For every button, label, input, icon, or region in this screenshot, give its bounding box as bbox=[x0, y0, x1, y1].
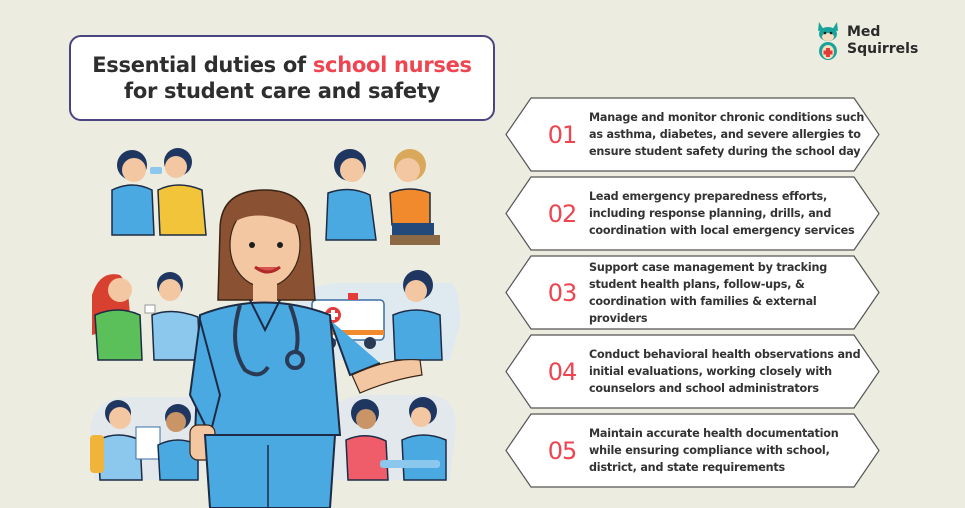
duty-card-1 bbox=[505, 97, 880, 172]
duty-number: 05 bbox=[547, 436, 577, 465]
logo-text-squirrels: Squirrels bbox=[847, 41, 919, 57]
duty-number: 02 bbox=[547, 199, 577, 228]
logo bbox=[815, 20, 918, 62]
duty-text: Lead emergency preparedness efforts, including response planning, drills, and coordination with local emergency services bbox=[589, 190, 855, 237]
nurse-illustration bbox=[90, 135, 460, 508]
duty-text: Support case management by tracking student health plans, follow-ups, & coordination with families & external providers bbox=[589, 260, 828, 325]
duty-number: 03 bbox=[547, 278, 577, 307]
duty-card-5 bbox=[505, 413, 880, 488]
vignette-inhaler-icon bbox=[112, 148, 206, 235]
duty-card-4 bbox=[505, 334, 880, 409]
title-accent: school nurses bbox=[312, 53, 472, 77]
title-line-2: for student care and safety bbox=[124, 79, 440, 103]
duty-number: 04 bbox=[547, 357, 577, 386]
duty-card-3 bbox=[505, 255, 880, 330]
duty-number: 01 bbox=[547, 120, 577, 149]
squirrel-mascot-icon bbox=[815, 20, 841, 62]
duty-card-2 bbox=[505, 176, 880, 251]
title-card bbox=[69, 35, 495, 121]
duty-text: Manage and monitor chronic conditions such as asthma, diabetes, and severe allergies to ensure student safety during the school day bbox=[589, 111, 865, 158]
duty-text: Maintain accurate health documentation while ensuring compliance with school, district, and state requirements bbox=[589, 427, 839, 474]
title-line-1 bbox=[92, 52, 471, 78]
title-prefix: Essential duties of bbox=[92, 53, 313, 77]
logo-text-med: Med bbox=[847, 24, 881, 40]
duty-text: Conduct behavioral health observations and initial evaluations, working closely with counselors and school administrators bbox=[589, 348, 861, 395]
